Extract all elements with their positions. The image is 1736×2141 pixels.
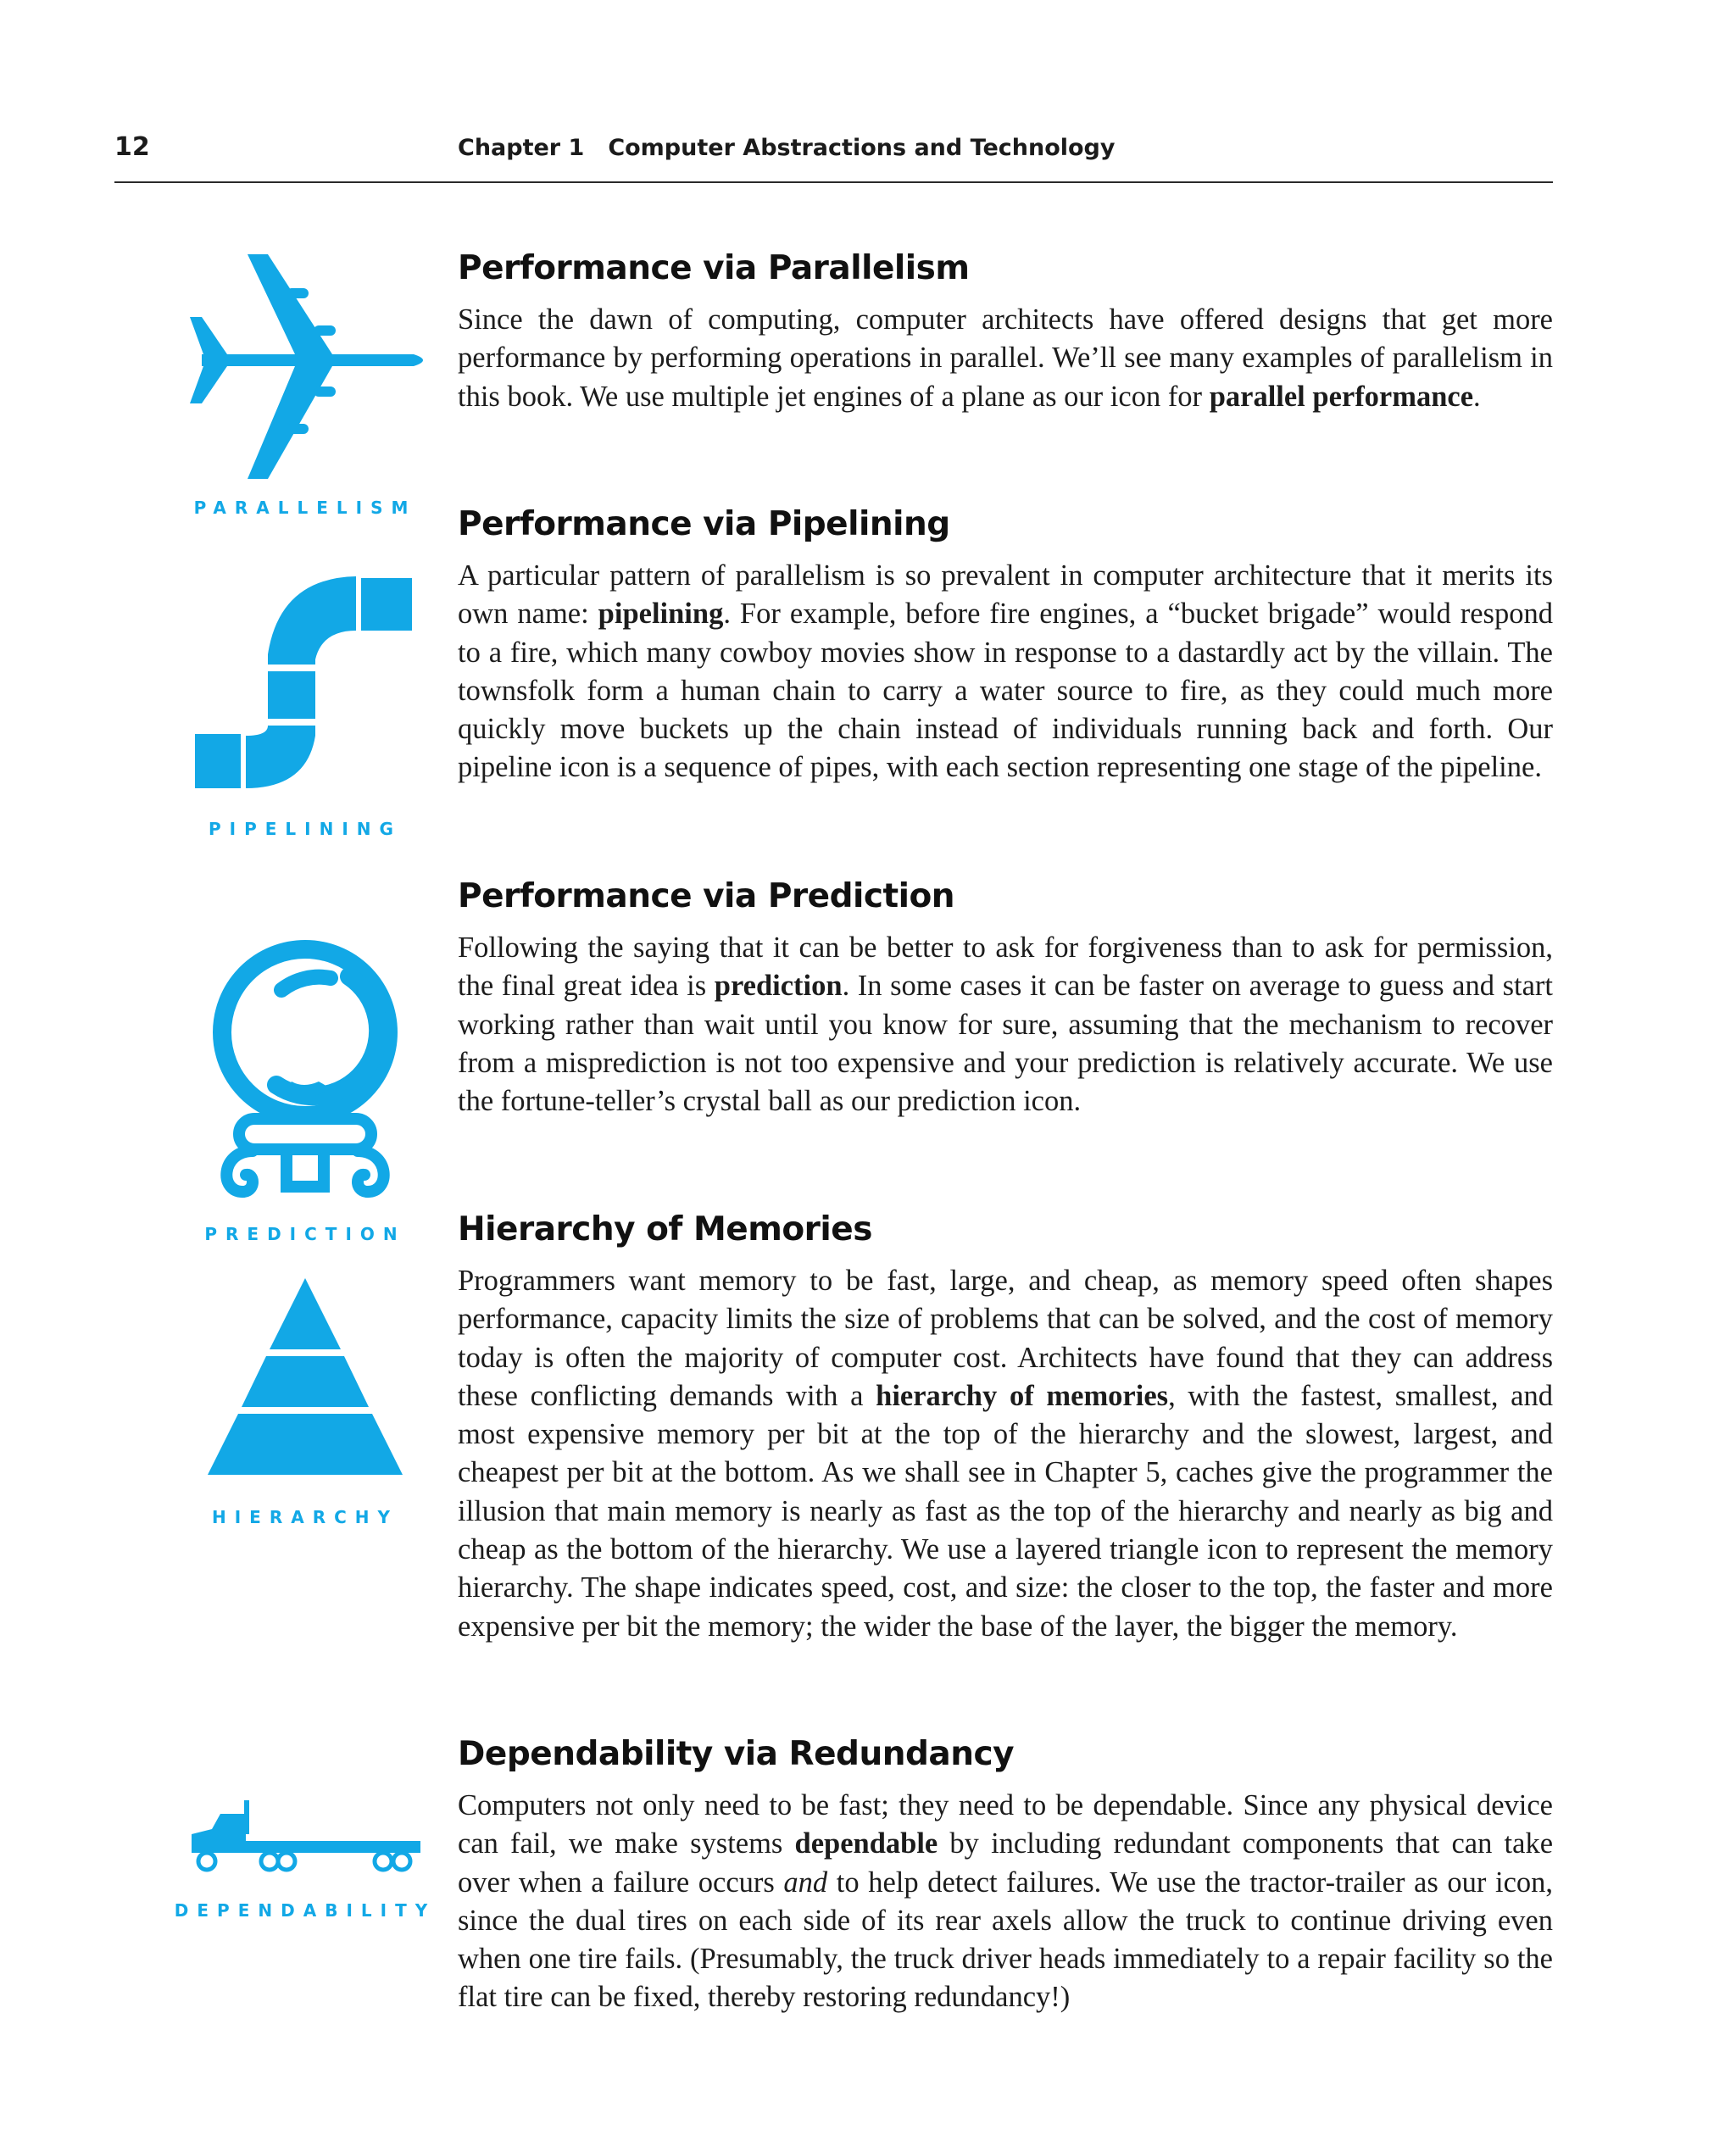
chapter-title: Computer Abstractions and Technology [608,135,1116,161]
pipe-icon [195,570,415,792]
airplane-icon [186,254,424,479]
section-paragraph: Computers not only need to be fast; they need to be dependable. Since any physical device can fail, we make systems dependable by including redundant components that can take over when a failure occurs and to help detect failures. We use the tractor-trailer as our icon, since the dual tires on each side of its rear axels allow the truck to continue driving even when one tire fails. (Presumably, the truck driver heads immediately to a repair facility so the flat tire can be fixed, thereby restoring redundancy!) [458,1789,1554,2014]
page-number: 12 [114,132,150,162]
running-head [458,135,1115,161]
icon-label-hierarchy: HIERARCHY [211,1507,399,1527]
hierarchy-figure [170,1278,441,1527]
running-header [114,127,1553,183]
dependability-figure [170,1797,441,1921]
pipelining-figure [170,570,441,839]
icon-label-parallelism: PARALLELISM [193,498,417,518]
section-paragraph: A particular pattern of parallelism is so prevalent in computer architecture that it merits its own name: pipelining. For example, before fire engines, a “bucket brigade” would respond to a fire, which many cowboy movies show in response to a dastardly act by the villain. The townsfolk form a human chain to carry a water source to fire, as they could much more quickly move buckets up the chain instead of individuals running back and forth. Our pipeline icon is a sequence of pipes, with each section representing one stage of the pipeline. [458,559,1553,784]
section-prediction [458,876,1553,1121]
truck-icon [186,1797,424,1878]
section-heading: Dependability via Redundancy [458,1735,1015,1773]
icon-label-pipelining: PIPELINING [209,819,402,839]
section-paragraph: Since the dawn of computing, computer architects have offered designs that get more performance by performing operations in parallel. We’ll see many examples of parallelism in this book. We use multiple jet engines of a plane as our icon for parallel performance. [458,303,1553,413]
icon-label-dependability: DEPENDABILITY [174,1900,437,1921]
section-paragraph: Programmers want memory to be fast, large, and cheap, as memory speed often shapes performance, capacity limits the size of problems that can be solved, and the cost of memory today is often the majority of computer cost. Architects have found that they can address these conflicting demands with a hierarchy of memories, with the fastest, smallest, and most expensive memory per bit at the top of the hierarchy and the slowest, largest, and cheapest per bit at the bottom. As we shall see in Chapter 5, caches give the programmer the illusion that main memory is nearly as fast as the top of the hierarchy and nearly as big and cheap as the bottom of the hierarchy. We use a layered triangle icon to represent the memory hierarchy. The shape indicates speed, cost, and size: the closer to the top, the faster and more expensive per bit the memory; the wider the base of the layer, the bigger the memory. [458,1265,1553,1643]
section-parallelism [458,248,1553,416]
icon-label-prediction: PREDICTION [204,1224,406,1244]
section-heading: Hierarchy of Memories [458,1210,872,1248]
parallelism-figure [170,254,441,518]
section-hierarchy [458,1210,1553,1646]
prediction-figure [170,939,441,1244]
section-pipelining [458,504,1553,787]
section-paragraph: Following the saying that it can be better to ask for forgiveness than to ask for permission, the final great idea is prediction. In some cases it can be faster on average to guess and start working rather than wait until you know for sure, assuming that the mechanism to recover from a misprediction is not too expensive and your prediction is relatively accurate. We use the fortune-teller’s crystal ball as our prediction icon. [458,931,1553,1118]
section-heading: Performance via Parallelism [458,249,970,287]
crystal-ball-icon [203,939,407,1200]
section-dependability [458,1734,1553,2017]
chapter-number: Chapter 1 [458,135,585,161]
pyramid-icon [191,1278,420,1475]
section-heading: Performance via Pipelining [458,505,950,543]
section-heading: Performance via Prediction [458,877,955,915]
